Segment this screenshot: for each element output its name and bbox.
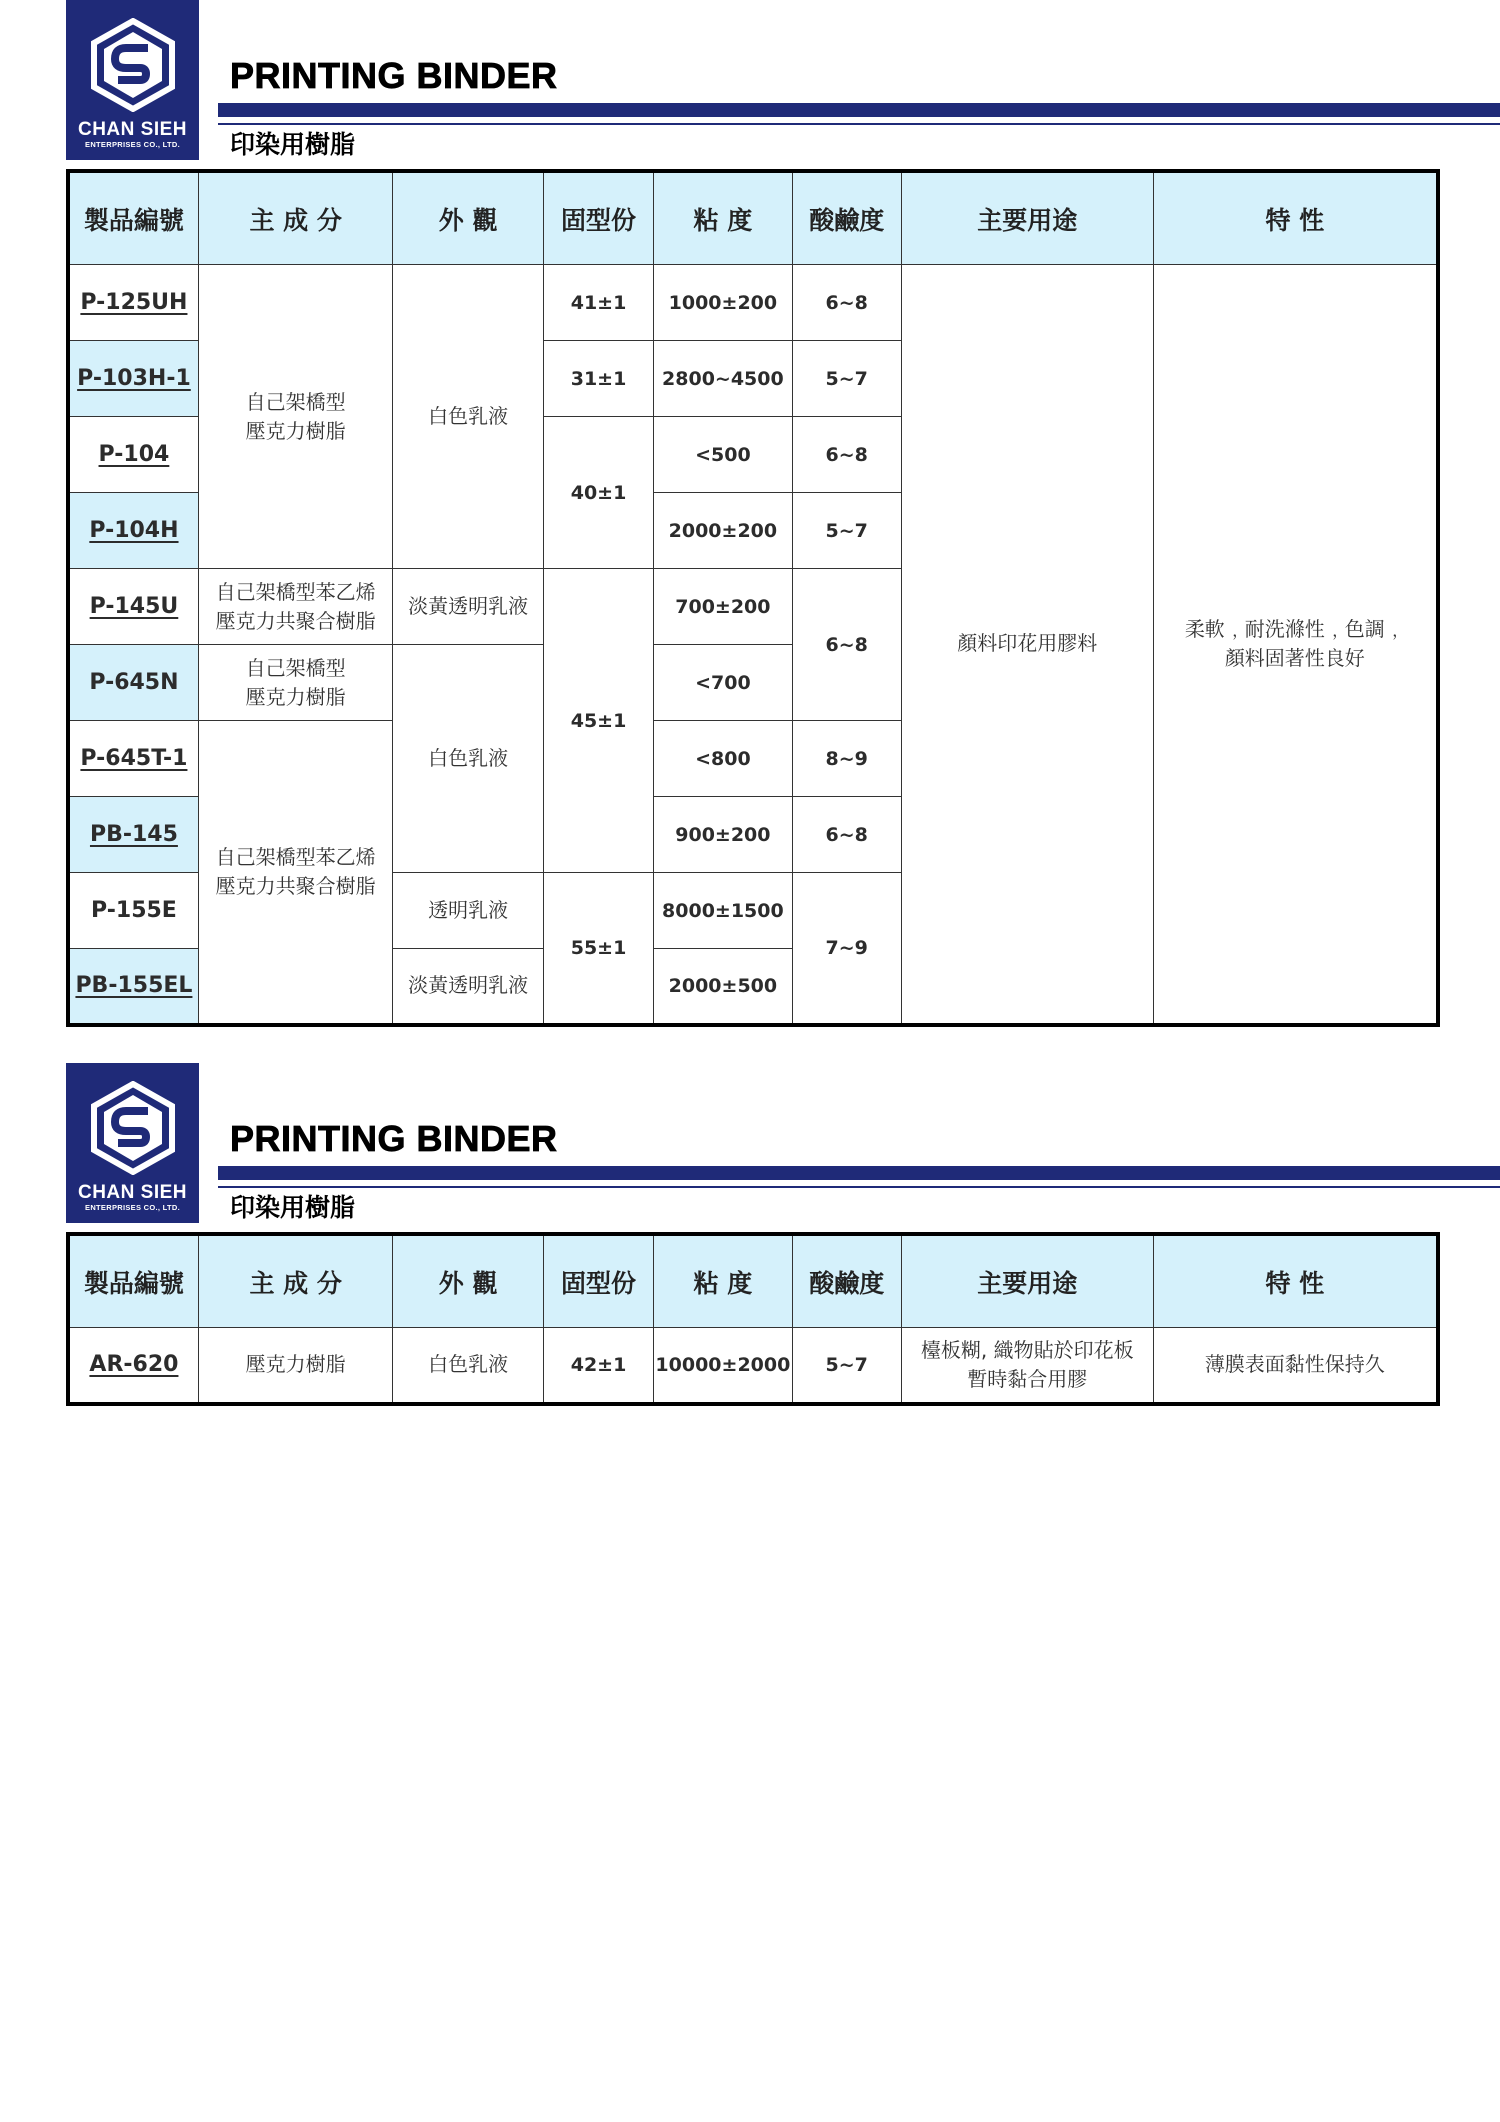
appearance-cell: 白色乳液 [393, 265, 543, 569]
brand-name: CHAN SIEH [77, 119, 187, 140]
ph-cell: 5~7 [792, 341, 901, 417]
composition-cell [198, 721, 393, 1025]
title-rule-thin [218, 1186, 1500, 1188]
composition-line: 自己架橋型苯乙烯 [215, 844, 376, 869]
viscosity-cell: 700±200 [654, 569, 792, 645]
model-cell[interactable]: AR-620 [68, 1328, 198, 1404]
ph-cell: 6~8 [792, 265, 901, 341]
title-chinese: 印染用樹脂 [230, 1193, 356, 1222]
company-logo [66, 0, 199, 160]
composition-line: 壓克力樹脂 [245, 684, 346, 709]
usage-cell: 顏料印花用膠料 [901, 265, 1153, 1025]
header-ph: 酸鹼度 [792, 1234, 901, 1328]
product-spec-table [66, 169, 1440, 1027]
viscosity-cell: 8000±1500 [654, 873, 792, 949]
section-header [66, 0, 1440, 160]
header-usage: 主要用途 [901, 171, 1153, 265]
viscosity-cell: 1000±200 [654, 265, 792, 341]
solids-cell: 41±1 [543, 265, 653, 341]
usage-line: 暫時黏合用膠 [967, 1366, 1088, 1391]
header-model: 製品編號 [68, 171, 198, 265]
features-line: 顏料固著性良好 [1224, 645, 1365, 670]
composition-cell: 壓克力樹脂 [198, 1328, 393, 1404]
header-ph: 酸鹼度 [792, 171, 901, 265]
header-solids: 固型份 [543, 1234, 653, 1328]
viscosity-cell: 10000±2000 [654, 1328, 792, 1404]
composition-line: 自己架橋型 [245, 655, 346, 680]
viscosity-cell: 900±200 [654, 797, 792, 873]
composition-line: 自己架橋型 [245, 389, 346, 414]
model-cell[interactable]: P-645T-1 [68, 721, 198, 797]
model-cell[interactable]: P-645N [68, 645, 198, 721]
ph-cell: 5~7 [792, 493, 901, 569]
header-composition: 主 成 分 [198, 1234, 393, 1328]
features-cell: 薄膜表面黏性保持久 [1153, 1328, 1438, 1404]
composition-cell [198, 569, 393, 645]
header-appearance: 外 觀 [393, 171, 543, 265]
solids-cell: 55±1 [543, 873, 653, 1025]
appearance-cell: 淡黃透明乳液 [393, 949, 543, 1025]
ph-cell: 7~9 [792, 873, 901, 1025]
model-cell[interactable]: P-104 [68, 417, 198, 493]
section-2 [66, 1063, 1440, 1391]
header-features: 特 性 [1153, 1234, 1438, 1328]
header-viscosity: 粘 度 [654, 1234, 792, 1328]
viscosity-cell: <800 [654, 721, 792, 797]
table-row [68, 1328, 1438, 1404]
ph-cell: 6~8 [792, 797, 901, 873]
composition-line: 自己架橋型苯乙烯 [215, 579, 376, 604]
model-cell[interactable]: P-125UH [68, 265, 198, 341]
section-header [66, 1063, 1440, 1223]
ph-cell: 8~9 [792, 721, 901, 797]
brand-subtitle: ENTERPRISES CO., LTD. [85, 1203, 180, 1212]
viscosity-cell: 2800~4500 [654, 341, 792, 417]
header-usage: 主要用途 [901, 1234, 1153, 1328]
solids-cell: 45±1 [543, 569, 653, 873]
title-rule-thick [218, 1166, 1500, 1180]
title-english: PRINTING BINDER [230, 1118, 558, 1159]
header-features: 特 性 [1153, 171, 1438, 265]
composition-line: 壓克力樹脂 [245, 418, 346, 443]
brand-subtitle: ENTERPRISES CO., LTD. [85, 140, 180, 149]
model-cell[interactable]: P-155E [68, 873, 198, 949]
model-cell[interactable]: P-104H [68, 493, 198, 569]
table-row [68, 265, 1438, 341]
header-viscosity: 粘 度 [654, 171, 792, 265]
model-cell[interactable]: PB-155EL [68, 949, 198, 1025]
header-row [68, 171, 1438, 265]
composition-cell [198, 645, 393, 721]
company-logo [66, 1063, 199, 1223]
model-cell[interactable]: PB-145 [68, 797, 198, 873]
title-rule-thin [218, 123, 1500, 125]
solids-cell: 31±1 [543, 341, 653, 417]
appearance-cell: 白色乳液 [393, 645, 543, 873]
ph-cell: 6~8 [792, 569, 901, 721]
title-english: PRINTING BINDER [230, 55, 558, 96]
solids-cell: 40±1 [543, 417, 653, 569]
usage-cell [901, 1328, 1153, 1404]
title-chinese: 印染用樹脂 [230, 130, 356, 159]
brand-name: CHAN SIEH [77, 1182, 187, 1203]
section-1 [66, 0, 1440, 999]
composition-line: 壓克力共聚合樹脂 [215, 873, 376, 898]
solids-cell: 42±1 [543, 1328, 653, 1404]
title-rule-thick [218, 103, 1500, 117]
hexagon-s-logo-icon [90, 1081, 176, 1175]
appearance-cell: 淡黃透明乳液 [393, 569, 543, 645]
viscosity-cell: <700 [654, 645, 792, 721]
ph-cell: 6~8 [792, 417, 901, 493]
viscosity-cell: 2000±500 [654, 949, 792, 1025]
product-spec-table [66, 1232, 1440, 1406]
model-cell[interactable]: P-145U [68, 569, 198, 645]
features-line: 柔軟﹐耐洗滌性﹐色調﹐ [1184, 616, 1405, 641]
ph-cell: 5~7 [792, 1328, 901, 1404]
appearance-cell: 白色乳液 [393, 1328, 543, 1404]
usage-line: 檯板糊, 織物貼於印花板 [920, 1337, 1134, 1362]
composition-line: 壓克力共聚合樹脂 [215, 608, 376, 633]
features-cell [1153, 265, 1438, 1025]
model-cell[interactable]: P-103H-1 [68, 341, 198, 417]
composition-cell [198, 265, 393, 569]
header-composition: 主 成 分 [198, 171, 393, 265]
header-solids: 固型份 [543, 171, 653, 265]
viscosity-cell: 2000±200 [654, 493, 792, 569]
hexagon-s-logo-icon [90, 18, 176, 112]
appearance-cell: 透明乳液 [393, 873, 543, 949]
header-appearance: 外 觀 [393, 1234, 543, 1328]
header-row [68, 1234, 1438, 1328]
viscosity-cell: <500 [654, 417, 792, 493]
header-model: 製品編號 [68, 1234, 198, 1328]
